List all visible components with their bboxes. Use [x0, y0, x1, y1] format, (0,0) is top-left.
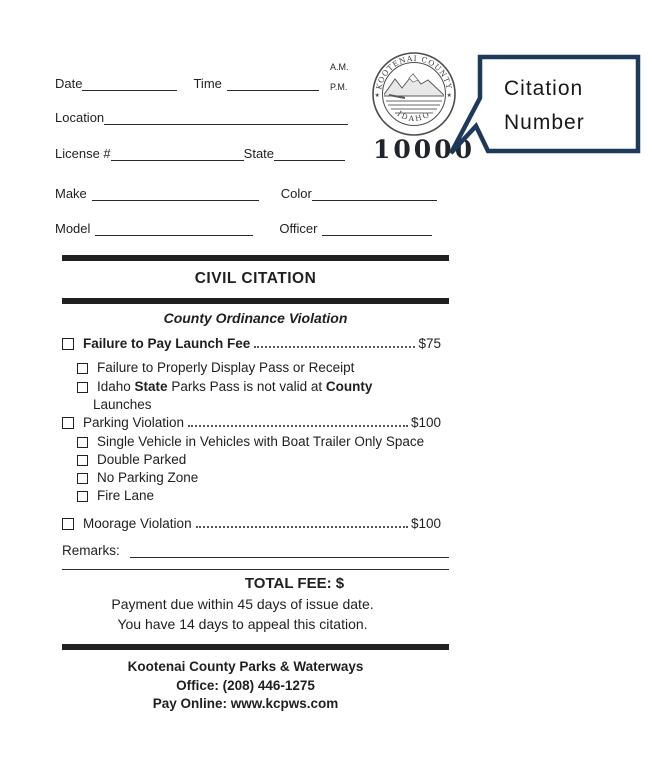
remarks-label: Remarks:	[62, 543, 120, 558]
payment-due-note: Payment due within 45 days of issue date.	[111, 596, 374, 612]
ordinance-subtitle: County Ordinance Violation	[163, 310, 348, 326]
date-time-row	[55, 76, 319, 91]
state-pass-label: Idaho State Parks Pass is not valid at County	[97, 379, 373, 394]
state-label: State	[243, 146, 275, 161]
model-line	[95, 222, 253, 236]
parking-amount: $100	[410, 415, 441, 430]
footer-pay-online: Pay Online: www.kcpws.com	[152, 696, 339, 711]
callout-line1: Citation	[504, 77, 584, 100]
launch-fee-leader	[254, 346, 415, 348]
license-label: License #	[55, 146, 111, 161]
location-line	[104, 111, 348, 125]
appeal-note: You have 14 days to appeal this citation.	[117, 616, 368, 632]
remarks-line-2	[62, 559, 449, 570]
violation-parking	[62, 415, 449, 430]
launch-fee-amount: $75	[418, 336, 441, 351]
footer-org: Kootenai County Parks & Waterways	[127, 659, 364, 674]
pm-label: P.M.	[330, 82, 348, 92]
checkbox-single-vehicle[interactable]	[77, 437, 88, 448]
time-label: Time	[193, 76, 222, 91]
violation-double-parked	[77, 452, 449, 467]
callout-line2: Number	[504, 111, 585, 134]
fire-lane-label: Fire Lane	[97, 488, 155, 503]
footer-office-phone: Office: (208) 446-1275	[176, 677, 315, 693]
divider-top	[62, 255, 449, 261]
seal-bottom-text: IDAHO	[395, 109, 433, 124]
seal-star-right: ★	[446, 93, 452, 99]
single-vehicle-label: Single Vehicle in Vehicles with Boat Trailer Only Space	[97, 434, 425, 449]
moorage-leader	[196, 526, 408, 528]
remarks-line-1	[130, 542, 449, 558]
checkbox-double-parked[interactable]	[77, 455, 88, 466]
make-line	[92, 187, 259, 201]
model-label: Model	[55, 221, 91, 236]
violation-fire-lane	[77, 488, 449, 503]
svg-text:IDAHO	[396, 109, 433, 123]
civil-citation-title: CIVIL CITATION	[194, 270, 317, 287]
no-parking-zone-label: No Parking Zone	[97, 470, 199, 485]
violation-state-pass	[77, 379, 449, 394]
seal-water-lines	[386, 101, 442, 113]
seal-star-left: ★	[374, 93, 380, 99]
checkbox-no-parking-zone[interactable]	[77, 473, 88, 484]
divider-footer	[62, 644, 449, 650]
state-line	[274, 147, 345, 161]
violation-display-pass	[77, 360, 449, 375]
display-pass-label: Failure to Properly Display Pass or Receipt	[97, 360, 355, 375]
parking-leader	[188, 425, 408, 427]
checkbox-parking[interactable]	[62, 417, 74, 429]
seal-landscape-scene	[383, 74, 445, 113]
ampm-stack	[330, 62, 349, 93]
checkbox-display-pass[interactable]	[77, 363, 88, 374]
total-fee-label: TOTAL FEE: $	[244, 575, 345, 592]
violation-single-vehicle	[77, 434, 449, 449]
violation-no-parking-zone	[77, 470, 449, 485]
color-line	[312, 187, 437, 201]
parking-label: Parking Violation	[83, 415, 185, 430]
citation-number: 10000	[373, 135, 475, 164]
license-line	[111, 147, 244, 161]
date-line	[82, 77, 177, 91]
moorage-label: Moorage Violation	[83, 516, 192, 531]
make-color-row	[55, 186, 437, 201]
checkbox-state-pass[interactable]	[77, 382, 88, 393]
am-label: A.M.	[330, 62, 349, 72]
officer-label: Officer	[279, 221, 318, 236]
violation-launch-fee	[62, 336, 449, 351]
callout-text	[504, 72, 585, 140]
license-row	[55, 146, 345, 161]
color-label: Color	[280, 186, 312, 201]
location-label: Location	[55, 110, 105, 125]
seal-top-text: KOOTENAI COUNTY	[374, 53, 454, 91]
officer-line	[322, 222, 432, 236]
state-pass-label-wrap: Launches	[93, 397, 152, 412]
location-row	[55, 110, 348, 125]
checkbox-launch-fee[interactable]	[62, 338, 74, 350]
launch-fee-label: Failure to Pay Launch Fee	[83, 336, 251, 351]
moorage-amount: $100	[410, 516, 441, 531]
date-label: Date	[55, 76, 83, 91]
make-label: Make	[55, 186, 87, 201]
checkbox-moorage[interactable]	[62, 518, 74, 530]
footer-block	[52, 658, 439, 714]
model-officer-row	[55, 221, 432, 236]
time-line	[227, 77, 319, 91]
divider-under-title	[62, 298, 449, 304]
violation-moorage	[62, 516, 449, 531]
remarks-row	[62, 542, 449, 558]
citation-body	[62, 255, 449, 714]
checkbox-fire-lane[interactable]	[77, 491, 88, 502]
double-parked-label: Double Parked	[97, 452, 187, 467]
